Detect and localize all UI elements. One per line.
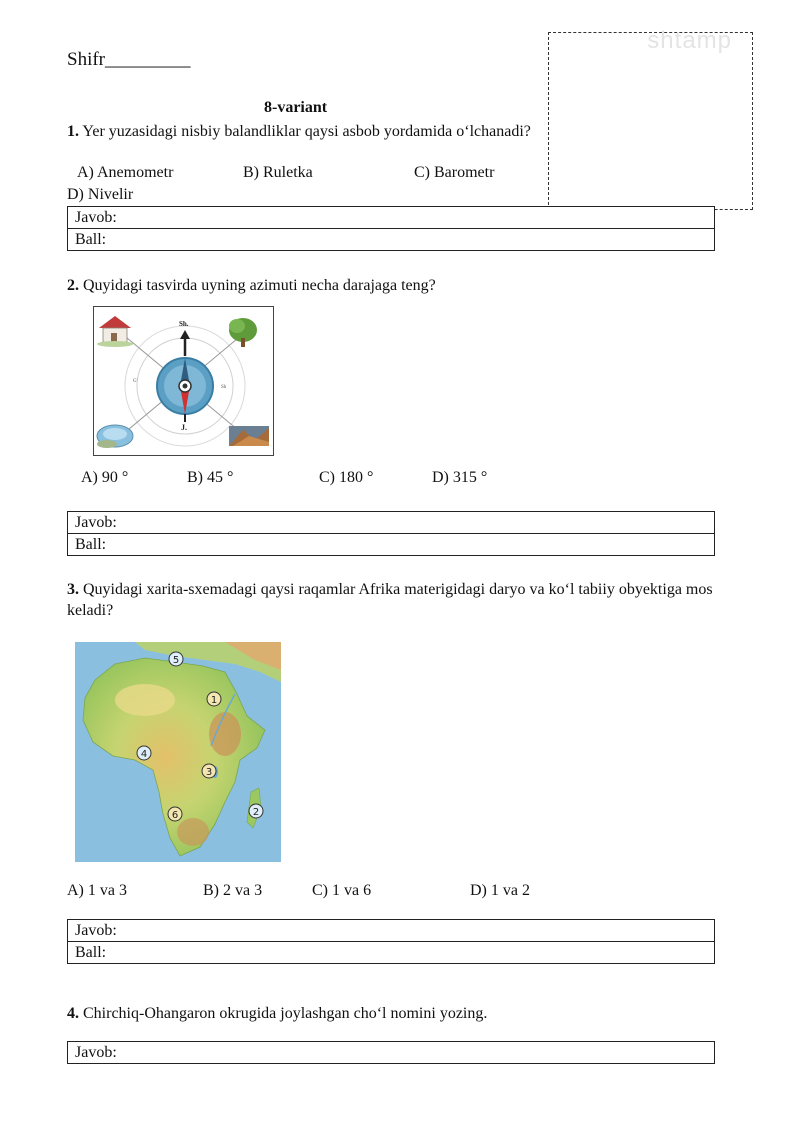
shifr-label: Shifr_________ (67, 49, 191, 70)
question-3-options (67, 882, 727, 902)
svg-text:6: 6 (171, 810, 179, 821)
javob-field[interactable]: Javob: (75, 1044, 117, 1061)
question-2 (67, 275, 667, 296)
question-2-options (67, 469, 727, 489)
south-label: J. (181, 423, 187, 432)
ball-field[interactable]: Ball: (75, 231, 107, 248)
question-1-options (67, 164, 727, 184)
map-marker-1 (207, 692, 221, 706)
answer-box-1 (67, 206, 715, 251)
variant-title: 8-variant (264, 99, 328, 116)
q1-option-c: C) Barometr (414, 164, 495, 181)
svg-text:1: 1 (210, 695, 218, 706)
question-3-number: 3. (67, 581, 79, 598)
answer-box-4 (67, 1041, 715, 1064)
question-1-options-row2 (67, 186, 727, 206)
answer-box-3 (67, 919, 715, 964)
map-marker-5 (169, 652, 183, 666)
question-4 (67, 1003, 727, 1024)
question-1 (67, 121, 537, 142)
question-2-number: 2. (67, 277, 79, 294)
svg-text:3: 3 (205, 767, 213, 778)
question-3 (67, 579, 727, 621)
q2-option-d: D) 315 ° (432, 469, 488, 486)
north-label: Sh. (179, 320, 189, 328)
svg-text:5: 5 (172, 655, 180, 666)
q1-option-a: A) Anemometr (77, 164, 174, 181)
javob-field[interactable]: Javob: (68, 207, 714, 229)
compass-azimuth-figure (93, 306, 274, 456)
q3-option-c: C) 1 va 6 (312, 882, 372, 899)
answer-box-2 (67, 511, 715, 556)
question-1-number: 1. (67, 123, 79, 140)
q3-option-d: D) 1 va 2 (470, 882, 530, 899)
ball-field[interactable]: Ball: (75, 536, 107, 553)
africa-map-figure (75, 642, 281, 862)
map-marker-6 (168, 807, 182, 821)
question-4-text: Chirchiq-Ohangaron okrugida joylashgan cho‘l nomini yozing. (83, 1005, 488, 1022)
q2-option-b: B) 45 ° (187, 469, 234, 486)
west-label: G' (133, 379, 138, 384)
question-4-number: 4. (67, 1005, 79, 1022)
question-2-text: Quyidagi tasvirda uyning azimuti necha darajaga teng? (83, 277, 436, 294)
mountain-icon (229, 426, 269, 446)
map-marker-4 (137, 746, 151, 760)
javob-field[interactable]: Javob: (68, 512, 714, 534)
q3-option-a: A) 1 va 3 (67, 882, 127, 899)
stamp-watermark: shtamp (647, 27, 732, 54)
q1-option-b: B) Ruletka (243, 164, 313, 181)
javob-field[interactable]: Javob: (68, 920, 714, 942)
question-1-text: Yer yuzasidagi nisbiy balandliklar qaysi asbob yordamida o‘lchanadi? (82, 123, 531, 140)
q1-option-d: D) Nivelir (67, 186, 134, 203)
map-marker-3 (202, 764, 216, 778)
svg-text:2: 2 (252, 807, 260, 818)
map-marker-2 (249, 804, 263, 818)
svg-text:4: 4 (140, 749, 148, 760)
q2-option-c: C) 180 ° (319, 469, 374, 486)
q2-option-a: A) 90 ° (81, 469, 129, 486)
east-label: Sh (221, 385, 227, 390)
question-3-text: Quyidagi xarita-sxemadagi qaysi raqamlar Afrika materigidagi daryo va ko‘l tabiiy obyektiga mos keladi? (67, 581, 713, 619)
q3-option-b: B) 2 va 3 (203, 882, 263, 899)
ball-field[interactable]: Ball: (75, 944, 107, 961)
